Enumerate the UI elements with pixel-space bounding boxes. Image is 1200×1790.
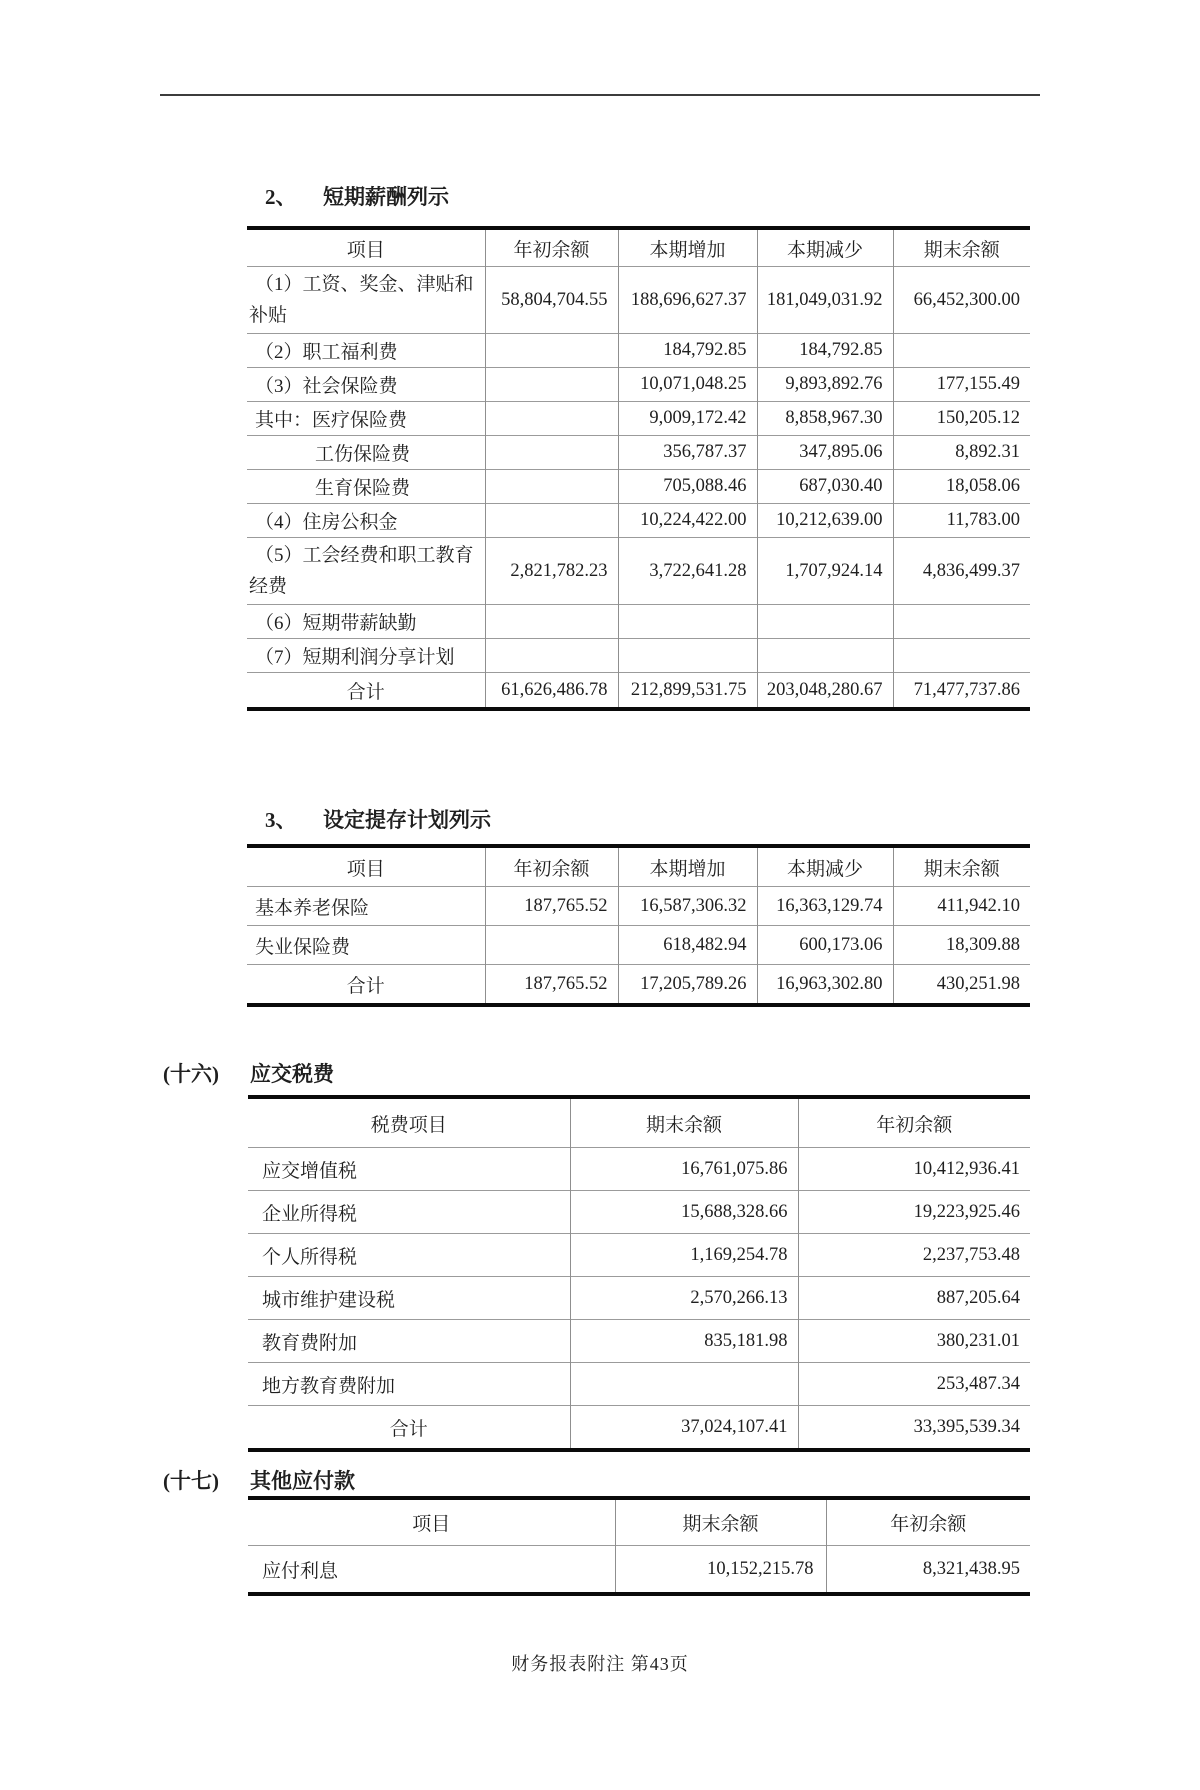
value-cell: 380,231.01 xyxy=(798,1320,1030,1363)
item-cell: （7）短期利润分享计划 xyxy=(247,639,485,673)
value-cell xyxy=(757,639,893,673)
value-cell: 411,942.10 xyxy=(893,887,1030,926)
value-cell: 18,309.88 xyxy=(893,926,1030,965)
header-cell: 项目 xyxy=(412,1514,451,1535)
value-cell xyxy=(757,605,893,639)
table-total-row xyxy=(247,673,1030,710)
total-label-cell: 合计 xyxy=(248,1406,570,1451)
value-cell: 188,696,627.37 xyxy=(618,267,757,334)
item-cell: （6）短期带薪缺勤 xyxy=(247,605,485,639)
value-cell: 705,088.46 xyxy=(618,470,757,504)
item-cell xyxy=(247,538,485,605)
value-cell: 33,395,539.34 xyxy=(798,1406,1030,1451)
value-cell: 9,893,892.76 xyxy=(757,368,893,402)
table-header-row xyxy=(248,1498,1030,1546)
short-term-compensation-table xyxy=(247,226,1030,711)
total-label-cell: 合计 xyxy=(247,673,485,710)
item-cell: 基本养老保险 xyxy=(247,887,485,926)
value-cell: 8,321,438.95 xyxy=(826,1546,1030,1595)
value-cell xyxy=(618,639,757,673)
value-cell: 61,626,486.78 xyxy=(485,673,618,710)
value-cell: 16,587,306.32 xyxy=(618,887,757,926)
item-cell: 生育保险费 xyxy=(247,470,485,504)
value-cell: 10,152,215.78 xyxy=(615,1546,826,1595)
table-row xyxy=(247,504,1030,538)
table-row xyxy=(248,1320,1030,1363)
value-cell: 10,412,936.41 xyxy=(798,1148,1030,1191)
item-line-2: 补贴 xyxy=(249,305,288,326)
value-cell xyxy=(485,402,618,436)
value-cell: 8,892.31 xyxy=(893,436,1030,470)
value-cell: 11,783.00 xyxy=(893,504,1030,538)
table-row xyxy=(247,639,1030,673)
value-cell: 4,836,499.37 xyxy=(893,538,1030,605)
value-cell: 187,765.52 xyxy=(485,965,618,1006)
section-17-number: (十七) xyxy=(163,1469,219,1493)
item-cell: 地方教育费附加 xyxy=(248,1363,570,1406)
item-cell: 个人所得税 xyxy=(248,1234,570,1277)
value-cell: 8,858,967.30 xyxy=(757,402,893,436)
value-cell xyxy=(485,605,618,639)
value-cell: 184,792.85 xyxy=(757,334,893,368)
table-row xyxy=(247,334,1030,368)
value-cell: 2,570,266.13 xyxy=(570,1277,798,1320)
value-cell: 187,765.52 xyxy=(485,887,618,926)
page-header-rule xyxy=(160,94,1040,96)
item-line-1: （5）工会经费和职工教育 xyxy=(255,545,474,566)
value-cell xyxy=(893,334,1030,368)
value-cell: 835,181.98 xyxy=(570,1320,798,1363)
value-cell: 16,761,075.86 xyxy=(570,1148,798,1191)
section-16-title: 应交税费 xyxy=(250,1062,334,1086)
value-cell: 600,173.06 xyxy=(757,926,893,965)
header-cell: 本期增加 xyxy=(618,846,757,887)
table-row xyxy=(247,605,1030,639)
value-cell: 887,205.64 xyxy=(798,1277,1030,1320)
table-header-row xyxy=(247,846,1030,887)
item-cell: （3）社会保险费 xyxy=(247,368,485,402)
item-cell xyxy=(247,267,485,334)
table-total-row xyxy=(248,1406,1030,1451)
item-cell: 城市维护建设税 xyxy=(248,1277,570,1320)
value-cell: 356,787.37 xyxy=(618,436,757,470)
section-2-number: 2、 xyxy=(265,185,297,209)
item-cell: （4）住房公积金 xyxy=(247,504,485,538)
table-row xyxy=(247,402,1030,436)
value-cell xyxy=(485,504,618,538)
value-cell: 15,688,328.66 xyxy=(570,1191,798,1234)
value-cell: 2,237,753.48 xyxy=(798,1234,1030,1277)
value-cell xyxy=(570,1363,798,1406)
header-cell: 项目 xyxy=(346,239,385,261)
value-cell: 203,048,280.67 xyxy=(757,673,893,710)
value-cell: 618,482.94 xyxy=(618,926,757,965)
header-cell: 年初余额 xyxy=(485,846,618,887)
table-row xyxy=(247,436,1030,470)
page-footer: 财务报表附注 第43页 xyxy=(511,1654,689,1674)
value-cell: 10,224,422.00 xyxy=(618,504,757,538)
value-cell: 66,452,300.00 xyxy=(893,267,1030,334)
table-row xyxy=(248,1277,1030,1320)
value-cell: 150,205.12 xyxy=(893,402,1030,436)
item-cell: 其中：医疗保险费 xyxy=(247,402,485,436)
section-17-heading xyxy=(163,1468,1200,1494)
value-cell: 16,363,129.74 xyxy=(757,887,893,926)
value-cell: 181,049,031.92 xyxy=(757,267,893,334)
value-cell: 212,899,531.75 xyxy=(618,673,757,710)
header-cell: 年初余额 xyxy=(826,1498,1030,1546)
table-total-row xyxy=(247,965,1030,1006)
value-cell: 253,487.34 xyxy=(798,1363,1030,1406)
value-cell: 19,223,925.46 xyxy=(798,1191,1030,1234)
value-cell: 1,707,924.14 xyxy=(757,538,893,605)
table-row xyxy=(247,368,1030,402)
item-cell: 工伤保险费 xyxy=(247,436,485,470)
value-cell: 687,030.40 xyxy=(757,470,893,504)
section-2-heading xyxy=(265,184,1200,210)
value-cell: 10,071,048.25 xyxy=(618,368,757,402)
table-header-row xyxy=(248,1097,1030,1148)
value-cell: 430,251.98 xyxy=(893,965,1030,1006)
table-row xyxy=(248,1234,1030,1277)
value-cell: 37,024,107.41 xyxy=(570,1406,798,1451)
value-cell: 184,792.85 xyxy=(618,334,757,368)
item-line-2: 经费 xyxy=(249,576,288,597)
value-cell: 18,058.06 xyxy=(893,470,1030,504)
page xyxy=(0,94,1200,1790)
value-cell: 2,821,782.23 xyxy=(485,538,618,605)
value-cell xyxy=(485,926,618,965)
section-3-heading xyxy=(265,807,1200,833)
header-cell: 本期减少 xyxy=(757,846,893,887)
header-cell: 本期增加 xyxy=(618,228,757,267)
section-3-number: 3、 xyxy=(265,808,297,832)
item-cell: 应交增值税 xyxy=(248,1148,570,1191)
value-cell xyxy=(485,639,618,673)
item-cell: 企业所得税 xyxy=(248,1191,570,1234)
value-cell xyxy=(485,368,618,402)
value-cell: 9,009,172.42 xyxy=(618,402,757,436)
header-cell: 本期减少 xyxy=(757,228,893,267)
table-row xyxy=(247,926,1030,965)
value-cell: 17,205,789.26 xyxy=(618,965,757,1006)
item-line-1: （1）工资、奖金、津贴和 xyxy=(255,274,474,295)
header-cell: 期末余额 xyxy=(893,228,1030,267)
header-cell: 年初余额 xyxy=(798,1097,1030,1148)
value-cell: 71,477,737.86 xyxy=(893,673,1030,710)
value-cell: 347,895.06 xyxy=(757,436,893,470)
value-cell: 177,155.49 xyxy=(893,368,1030,402)
section-16-heading xyxy=(163,1061,1200,1087)
item-cell: 失业保险费 xyxy=(247,926,485,965)
item-cell: 应付利息 xyxy=(248,1546,615,1595)
other-payables-table xyxy=(248,1496,1030,1596)
table-row xyxy=(248,1191,1030,1234)
value-cell xyxy=(485,470,618,504)
item-cell: 教育费附加 xyxy=(248,1320,570,1363)
value-cell: 58,804,704.55 xyxy=(485,267,618,334)
header-cell: 年初余额 xyxy=(485,228,618,267)
table-row xyxy=(247,538,1030,605)
table-row xyxy=(248,1363,1030,1406)
value-cell xyxy=(485,334,618,368)
table-row xyxy=(248,1148,1030,1191)
total-label-cell: 合计 xyxy=(247,965,485,1006)
value-cell: 3,722,641.28 xyxy=(618,538,757,605)
value-cell: 10,212,639.00 xyxy=(757,504,893,538)
section-17-title: 其他应付款 xyxy=(250,1469,355,1493)
table-header-row xyxy=(247,228,1030,267)
value-cell: 16,963,302.80 xyxy=(757,965,893,1006)
header-cell: 期末余额 xyxy=(615,1498,826,1546)
table-row xyxy=(248,1546,1030,1595)
value-cell xyxy=(485,436,618,470)
section-16-number: (十六) xyxy=(163,1062,219,1086)
header-cell: 期末余额 xyxy=(570,1097,798,1148)
defined-contribution-plan-table xyxy=(247,844,1030,1007)
value-cell xyxy=(893,639,1030,673)
table-row xyxy=(247,887,1030,926)
table-row xyxy=(247,267,1030,334)
section-3-title: 设定提存计划列示 xyxy=(323,808,491,832)
table-row xyxy=(247,470,1030,504)
header-cell: 项目 xyxy=(346,858,385,880)
value-cell xyxy=(618,605,757,639)
section-2-title: 短期薪酬列示 xyxy=(323,185,449,209)
value-cell xyxy=(893,605,1030,639)
value-cell: 1,169,254.78 xyxy=(570,1234,798,1277)
taxes-payable-table xyxy=(248,1095,1030,1452)
header-cell: 期末余额 xyxy=(893,846,1030,887)
item-cell: （2）职工福利费 xyxy=(247,334,485,368)
header-cell: 税费项目 xyxy=(370,1114,447,1136)
